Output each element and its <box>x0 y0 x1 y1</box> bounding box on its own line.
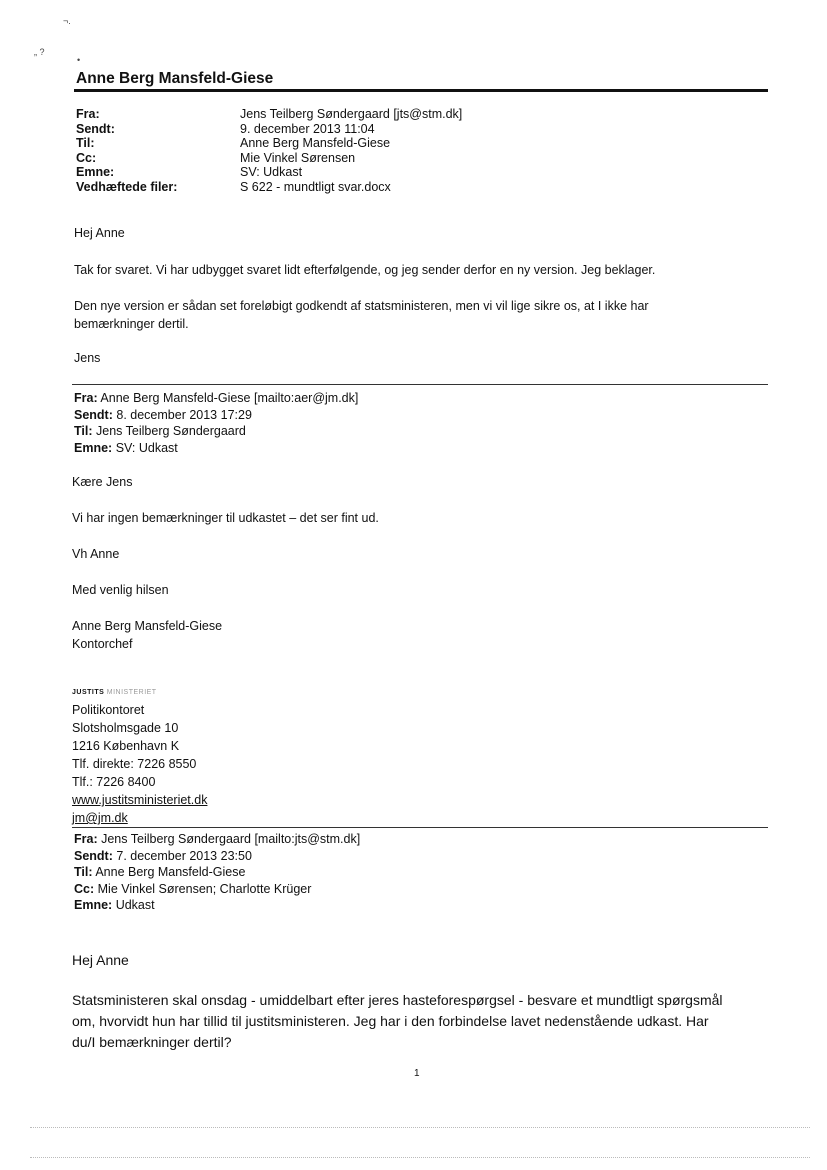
quoted-to-label: Til: <box>74 424 93 439</box>
signature-phone-direct: Tlf. direkte: 7226 8550 <box>72 757 197 771</box>
mailbox-owner: Anne Berg Mansfeld-Giese <box>76 70 274 87</box>
page-number: 1 <box>414 1068 420 1079</box>
quoted2-from-label: Fra: <box>74 832 98 846</box>
quoted2-cc: Mie Vinkel Sørensen; Charlotte Krüger <box>97 881 312 896</box>
msg2-closing: Med venlig hilsen <box>72 583 169 597</box>
signature-title: Kontorchef <box>72 637 133 651</box>
quoted-subject: SV: Udkast <box>115 440 178 455</box>
quoted-sent: 8. december 2013 17:29 <box>116 407 252 422</box>
quoted2-subject-label: Emne: <box>74 898 113 913</box>
header-label-subject: Emne: <box>76 165 115 180</box>
scan-mark: • <box>77 55 81 65</box>
header-label-cc: Cc: <box>76 150 97 165</box>
scan-mark: „ ? <box>34 47 45 57</box>
msg1-paragraph-1: Tak for svaret. Vi har udbygget svaret lidt efterfølgende, og jeg sender derfor en ny version. Jeg beklager. <box>74 263 656 277</box>
separator <box>72 384 768 385</box>
separator <box>72 827 768 828</box>
signature-city: 1216 København K <box>72 739 180 753</box>
header-label-sent: Sendt: <box>76 121 115 136</box>
msg2-vh: Vh Anne <box>72 547 120 561</box>
msg1-paragraph-2-line-2: bemærkninger dertil. <box>74 317 189 331</box>
header-label-to: Til: <box>76 136 95 151</box>
header-value-subject: SV: Udkast <box>240 165 303 180</box>
signature-street: Slotsholmsgade 10 <box>72 721 179 735</box>
quoted2-sent: 7. december 2013 23:50 <box>116 848 252 863</box>
quoted-from: Anne Berg Mansfeld-Giese [mailto:aer@jm.dk] <box>100 391 359 405</box>
header-label-attachments: Vedhæftede filer: <box>76 180 178 194</box>
ministry-logo: JUSTITS MINISTERIET <box>72 689 157 696</box>
header-value-cc: Mie Vinkel Sørensen <box>240 150 356 165</box>
msg3-line-2: om, hvorvidt hun har tillid til justitsministeren. Jeg har i den forbindelse lavet nedenstående udkast. Har <box>72 1013 709 1029</box>
signature-phone: Tlf.: 7226 8400 <box>72 775 156 789</box>
msg3-line-1: Statsministeren skal onsdag - umiddelbart efter jeres hasteforespørgsel - besvare et mundtligt spørgsmål <box>72 992 723 1008</box>
msg1-greeting: Hej Anne <box>74 226 125 240</box>
quoted-sent-label: Sendt: <box>74 407 113 422</box>
quoted-from-label: Fra: <box>74 391 98 405</box>
header-value-from: Jens Teilberg Søndergaard [jts@stm.dk] <box>240 107 463 121</box>
msg2-greeting: Kære Jens <box>72 475 133 489</box>
quoted2-subject: Udkast <box>115 898 155 913</box>
quoted2-to: Anne Berg Mansfeld-Giese <box>95 865 246 880</box>
signature-dept: Politikontoret <box>72 703 145 717</box>
scan-artifact-line <box>30 1157 810 1158</box>
scan-artifact-line <box>30 1127 810 1128</box>
msg1-signature: Jens <box>74 351 101 365</box>
scan-mark: ¬. <box>63 16 71 26</box>
quoted2-cc-label: Cc: <box>74 881 95 896</box>
quoted2-sent-label: Sendt: <box>74 848 113 863</box>
signature-name: Anne Berg Mansfeld-Giese <box>72 619 223 633</box>
msg3-line-3: du/I bemærkninger dertil? <box>72 1034 232 1050</box>
header-value-attachment: S 622 - mundtligt svar.docx <box>240 180 391 194</box>
header-label-from: Fra: <box>76 107 100 121</box>
owner-rule <box>74 89 768 92</box>
signature-email-link[interactable]: jm@jm.dk <box>72 811 128 825</box>
msg1-paragraph-2-line-1: Den nye version er sådan set foreløbigt godkendt af statsministeren, men vi vil lige sikre os, at I ikke har <box>74 299 649 313</box>
quoted-to: Jens Teilberg Søndergaard <box>96 424 246 439</box>
header-value-to: Anne Berg Mansfeld-Giese <box>240 136 391 151</box>
signature-website-link[interactable]: www.justitsministeriet.dk <box>72 793 208 807</box>
msg2-paragraph-1: Vi har ingen bemærkninger til udkastet – det ser fint ud. <box>72 511 379 525</box>
quoted-subject-label: Emne: <box>74 440 113 455</box>
msg3-greeting: Hej Anne <box>72 952 129 968</box>
header-value-sent: 9. december 2013 11:04 <box>240 121 375 136</box>
quoted2-to-label: Til: <box>74 865 93 880</box>
quoted2-from: Jens Teilberg Søndergaard [mailto:jts@stm.dk] <box>101 832 361 846</box>
